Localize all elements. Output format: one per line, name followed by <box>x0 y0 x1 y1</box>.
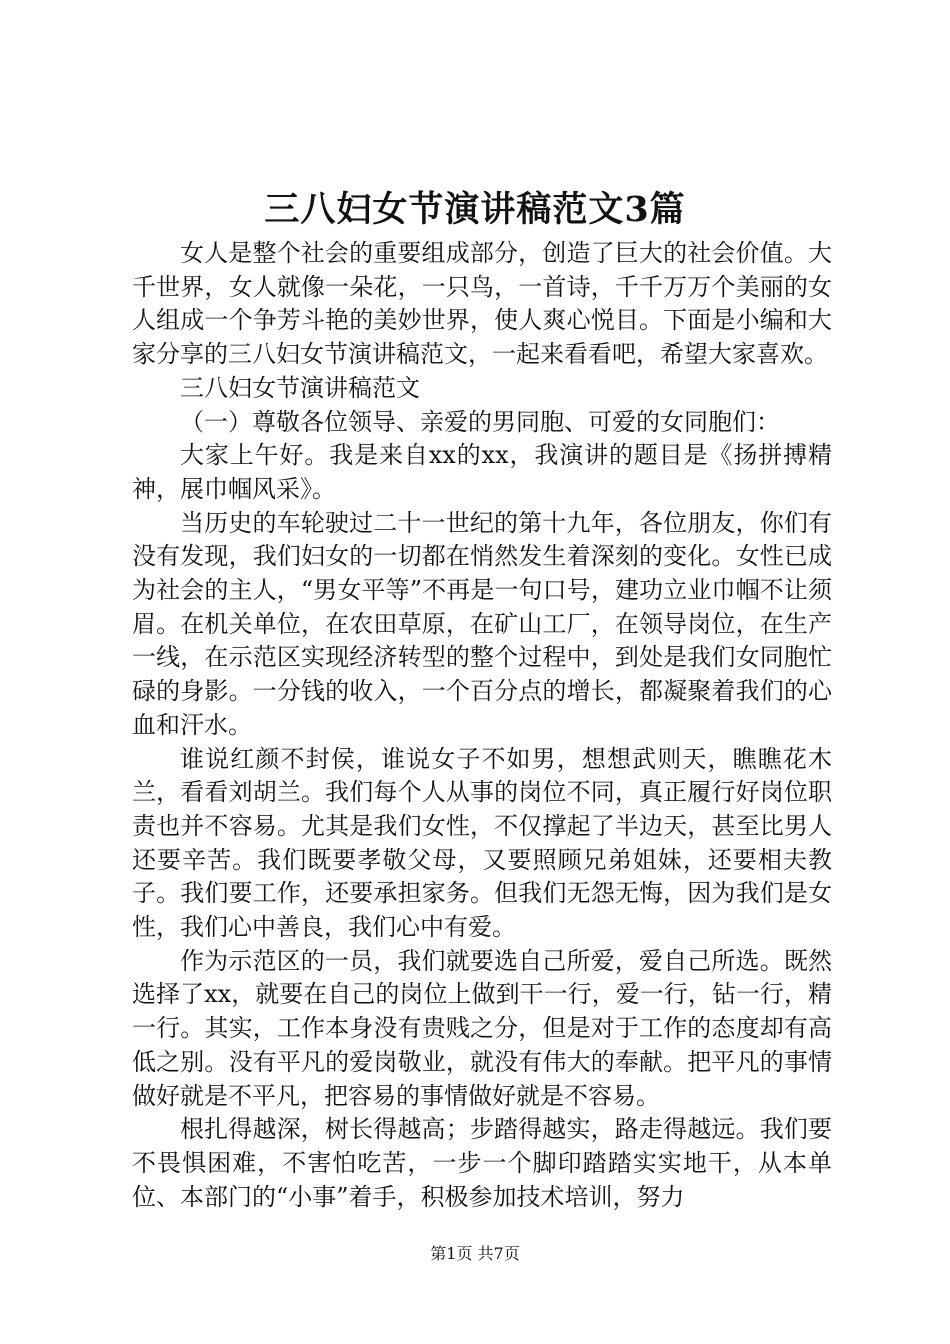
paragraph-dedication: 作为示范区的一员，我们就要选自己所爱，爱自己所选。既然选择了xx，就要在自己的岗位上做到干一行，爱一行，钻一行，精一行。其实，工作本身没有贵贱之分，但是对于工作的态度却有高低之别。没有平凡的爱岗敬业，就没有伟大的奉献。把平凡的事情做好就是不平凡，把容易的事情做好就是不容易。 <box>132 946 832 1110</box>
paragraph-perseverance: 根扎得越深，树长得越高；步踏得越实，路走得越远。我们要不畏惧困难，不害怕吃苦，一步一个脚印踏踏实实地干，从本单位、本部门的“小事”着手，积极参加技术培训，努力 <box>132 1115 832 1211</box>
paragraph-salutation: （一）尊敬各位领导、亲爱的男同胞、可爱的女同胞们： <box>180 407 780 436</box>
document-title: 三八妇女节演讲稿范文3篇 <box>264 189 686 230</box>
paragraph-intro: 女人是整个社会的重要组成部分，创造了巨大的社会价值。大千世界，女人就像一朵花，一只鸟，一首诗，千千万万个美丽的女人组成一个争芳斗艳的美妙世界，使人爽心悦目。下面是小编和大家分享的三八妇女节演讲稿范文，一起来看看吧，希望大家喜欢。 <box>132 239 832 369</box>
document-body <box>132 237 832 1214</box>
paragraph-women-roles: 谁说红颜不封侯，谁说女子不如男，想想武则天，瞧瞧花木兰，看看刘胡兰。我们每个人从事的岗位不同，真正履行好岗位职责也并不容易。尤其是我们女性，不仅撑起了半边天，甚至比男人还要辛苦。我们既要孝敬父母，又要照顾兄弟姐妹，还要相夫教子。我们要工作，还要承担家务。但我们无怨无悔，因为我们是女性，我们心中善良，我们心中有爱。 <box>132 744 832 942</box>
paragraph-section-heading: 三八妇女节演讲稿范文 <box>180 373 420 402</box>
paragraph-history: 当历史的车轮驶过二十一世纪的第十九年，各位朋友，你们有没有发现，我们妇女的一切都在悄然发生着深刻的变化。女性已成为社会的主人，“男女平等”不再是一句口号，建功立业巾帼不让须眉。在机关单位，在农田草原，在矿山工厂，在领导岗位，在生产一线，在示范区实现经济转型的整个过程中，到处是我们女同胞忙碌的身影。一分钱的收入，一个百分点的增长，都凝聚着我们的心血和汗水。 <box>132 508 832 739</box>
page-footer: 第1页 共7页 <box>430 1244 520 1263</box>
paragraph-greeting: 大家上午好。我是来自xx的xx，我演讲的题目是《扬拼搏精神，展巾帼风采》。 <box>132 441 832 503</box>
